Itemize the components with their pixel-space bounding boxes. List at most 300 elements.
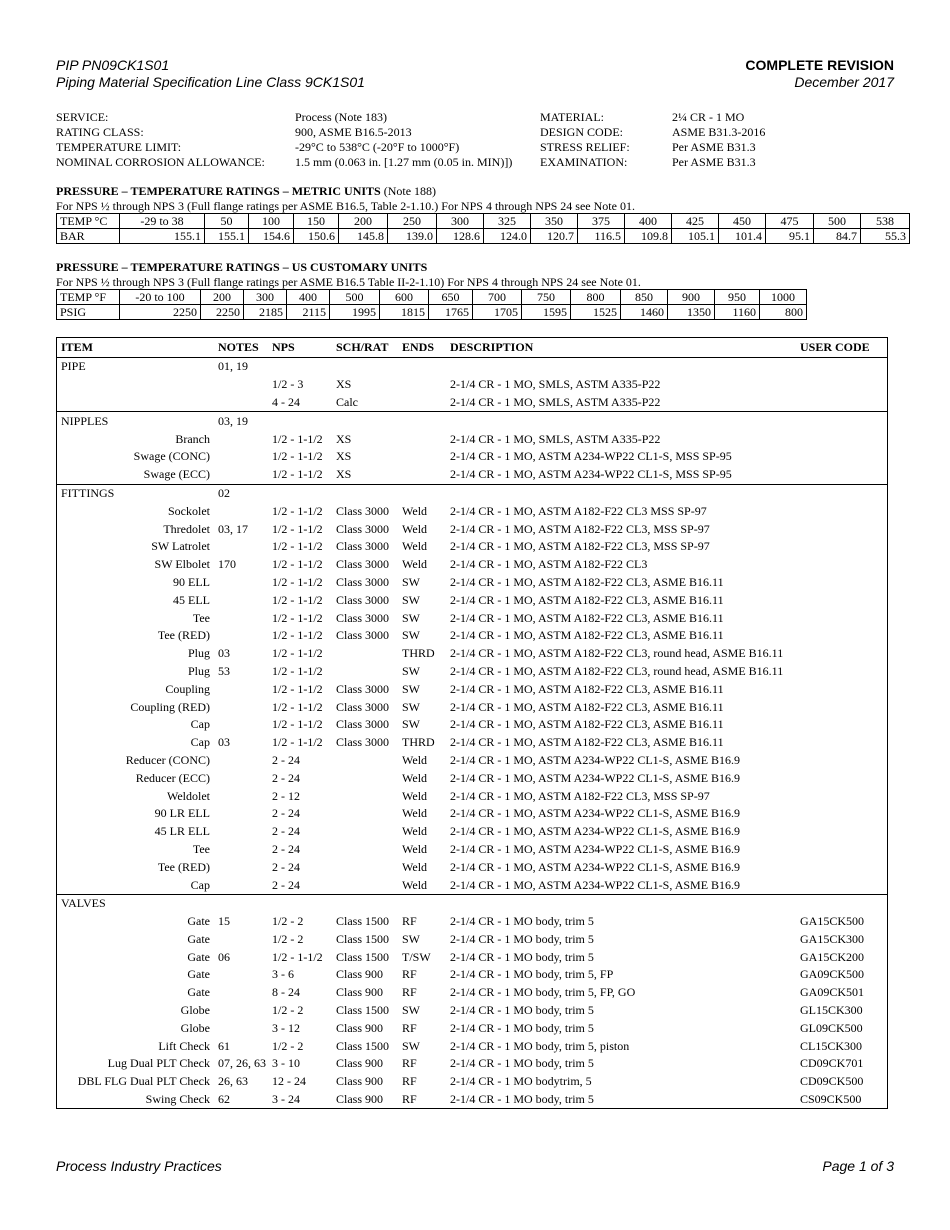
item-user-code xyxy=(800,591,887,609)
table-row xyxy=(57,805,887,823)
item-notes xyxy=(214,1019,272,1037)
item-name: Gate xyxy=(187,967,210,982)
col-header-user-code: USER CODE xyxy=(800,338,887,358)
item-sch-rating: XS xyxy=(336,467,352,482)
item-description: 2-1/4 CR - 1 MO, ASTM A234-WP22 CL1-S, MSS SP-95 xyxy=(450,449,732,464)
info-label: SERVICE: xyxy=(56,110,109,124)
item-ends xyxy=(402,376,450,394)
item-nps: 3 - 6 xyxy=(272,967,294,982)
col-header-ends: ENDS xyxy=(402,338,450,358)
table-row xyxy=(57,1019,887,1037)
item-sch-rating: Class 3000 xyxy=(336,574,390,589)
item-ends: Weld xyxy=(402,521,428,536)
revision-date: December 2017 xyxy=(794,74,894,90)
pressure-cell: 1995 xyxy=(330,305,380,320)
temperature-cell: 750 xyxy=(522,290,571,305)
table-row xyxy=(57,876,887,894)
item-user-code xyxy=(800,876,887,894)
metric-bar-row xyxy=(57,229,910,244)
empty-cell xyxy=(800,412,887,430)
item-user-code xyxy=(800,556,887,574)
item-name: Plug xyxy=(187,646,210,661)
item-notes xyxy=(214,430,272,448)
item-ends xyxy=(402,394,450,412)
item-name: Cap xyxy=(190,717,210,732)
item-sch-rating: XS xyxy=(336,377,352,392)
item-description: 2-1/4 CR - 1 MO, ASTM A234-WP22 CL1-S, ASME B16.9 xyxy=(450,877,741,892)
material-table-header xyxy=(57,338,887,358)
item-nps: 2 - 24 xyxy=(272,824,300,839)
temperature-cell: 100 xyxy=(249,214,294,229)
info-value: 1.5 mm (0.063 in. [1.27 mm (0.05 in. MIN)]) xyxy=(295,155,513,169)
item-ends: RF xyxy=(402,1074,417,1089)
item-name xyxy=(57,394,214,412)
pressure-cell: 1160 xyxy=(715,305,760,320)
item-name: Coupling xyxy=(165,681,210,696)
item-description: 2-1/4 CR - 1 MO body, trim 5, FP, GO xyxy=(450,985,636,1000)
item-user-code: GA15CK500 xyxy=(800,914,865,929)
item-sch-rating xyxy=(336,823,402,841)
item-nps: 2 - 24 xyxy=(272,806,300,821)
item-ends: SW xyxy=(402,699,420,714)
pressure-cell: 1705 xyxy=(473,305,522,320)
pressure-cell: 2115 xyxy=(287,305,330,320)
item-user-code xyxy=(800,538,887,556)
pressure-cell: 150.6 xyxy=(294,229,339,244)
item-description: 2-1/4 CR - 1 MO body, trim 5 xyxy=(450,914,594,929)
pressure-cell: 2250 xyxy=(201,305,244,320)
item-nps: 1/2 - 2 xyxy=(272,914,304,929)
item-sch-rating: Class 900 xyxy=(336,985,384,1000)
table-row xyxy=(57,520,887,538)
item-nps: 2 - 24 xyxy=(272,770,300,785)
temperature-cell: 200 xyxy=(201,290,244,305)
item-user-code xyxy=(800,734,887,752)
empty-cell xyxy=(272,484,336,502)
item-name: Tee (RED) xyxy=(157,628,210,643)
item-sch-rating: Calc xyxy=(336,394,358,409)
table-row xyxy=(57,1002,887,1020)
item-name: 90 LR ELL xyxy=(154,806,210,821)
item-notes xyxy=(214,984,272,1002)
item-ends: THRD xyxy=(402,646,435,661)
info-label: DESIGN CODE: xyxy=(540,125,623,139)
item-sch-rating xyxy=(336,752,402,770)
item-description: 2-1/4 CR - 1 MO body, trim 5, FP xyxy=(450,967,614,982)
item-notes: 07, 26, 63 xyxy=(218,1056,266,1071)
table-row xyxy=(57,609,887,627)
pressure-cell: 105.1 xyxy=(672,229,719,244)
info-value: Per ASME B31.3 xyxy=(672,155,756,169)
item-ends: SW xyxy=(402,1003,420,1018)
table-row xyxy=(57,591,887,609)
item-nps: 1/2 - 3 xyxy=(272,377,304,392)
pressure-cell: 55.3 xyxy=(861,229,910,244)
item-user-code: CL15CK300 xyxy=(800,1038,863,1053)
item-name: Gate xyxy=(187,985,210,1000)
item-description: 2-1/4 CR - 1 MO body, trim 5 xyxy=(450,1020,594,1035)
item-user-code xyxy=(800,376,887,394)
empty-cell xyxy=(800,894,887,912)
item-nps: 1/2 - 1-1/2 xyxy=(272,717,323,732)
table-row xyxy=(57,502,887,520)
table-row xyxy=(57,698,887,716)
item-sch-rating: Class 900 xyxy=(336,1056,384,1071)
item-notes xyxy=(214,376,272,394)
empty-cell xyxy=(336,412,402,430)
item-ends: RF xyxy=(402,985,417,1000)
info-left-values xyxy=(295,110,512,170)
table-row xyxy=(57,984,887,1002)
us-ratings-table xyxy=(56,289,807,320)
item-sch-rating xyxy=(336,876,402,894)
item-ends: Weld xyxy=(402,859,428,874)
item-sch-rating: Class 3000 xyxy=(336,628,390,643)
temperature-cell: 300 xyxy=(244,290,287,305)
section-row xyxy=(57,412,887,430)
us-temp-label: TEMP °F xyxy=(57,290,120,305)
item-user-code xyxy=(800,466,887,484)
item-ends: RF xyxy=(402,1056,417,1071)
document-header-right xyxy=(745,57,894,91)
table-row xyxy=(57,787,887,805)
section-notes xyxy=(214,894,272,912)
item-user-code xyxy=(800,787,887,805)
item-nps: 1/2 - 1-1/2 xyxy=(272,574,323,589)
item-user-code xyxy=(800,502,887,520)
metric-ratings-title: PRESSURE – TEMPERATURE RATINGS – METRIC UNITS (Note 188) xyxy=(56,184,437,198)
temperature-cell: 1000 xyxy=(760,290,807,305)
col-header-item: ITEM xyxy=(57,338,214,358)
item-nps: 1/2 - 1-1/2 xyxy=(272,949,323,964)
item-user-code xyxy=(800,698,887,716)
item-name xyxy=(57,376,214,394)
item-name: Sockolet xyxy=(168,503,210,518)
table-row xyxy=(57,466,887,484)
item-notes: 53 xyxy=(218,663,230,678)
item-ends: RF xyxy=(402,1020,417,1035)
item-name: 45 ELL xyxy=(173,592,210,607)
empty-cell xyxy=(272,412,336,430)
item-sch-rating xyxy=(336,841,402,859)
item-user-code xyxy=(800,609,887,627)
item-notes: 62 xyxy=(218,1092,230,1107)
pressure-cell: 145.8 xyxy=(339,229,388,244)
item-name: Cap xyxy=(190,735,210,750)
section-name: PIPE xyxy=(57,358,214,376)
item-user-code xyxy=(800,394,887,412)
item-nps: 1/2 - 1-1/2 xyxy=(272,681,323,696)
temperature-cell: 475 xyxy=(766,214,814,229)
info-right-values xyxy=(672,110,765,170)
item-nps: 1/2 - 2 xyxy=(272,1003,304,1018)
item-notes xyxy=(214,823,272,841)
empty-cell xyxy=(800,484,887,502)
pressure-cell: 155.1 xyxy=(120,229,205,244)
section-name: FITTINGS xyxy=(57,484,214,502)
item-notes xyxy=(214,858,272,876)
item-sch-rating xyxy=(336,769,402,787)
empty-cell xyxy=(402,894,450,912)
item-ends: SW xyxy=(402,681,420,696)
item-description: 2-1/4 CR - 1 MO, ASTM A182-F22 CL3, ASME B16.11 xyxy=(450,699,724,714)
empty-cell xyxy=(272,358,336,376)
pressure-cell: 1765 xyxy=(429,305,473,320)
section-notes: 01, 19 xyxy=(214,358,272,376)
material-table xyxy=(57,338,887,1108)
item-user-code xyxy=(800,752,887,770)
item-nps: 2 - 12 xyxy=(272,788,300,803)
footer-publisher: Process Industry Practices xyxy=(56,1158,222,1174)
item-ends: Weld xyxy=(402,806,428,821)
item-ends: SW xyxy=(402,610,420,625)
info-label: EXAMINATION: xyxy=(540,155,628,169)
empty-cell xyxy=(336,894,402,912)
table-row xyxy=(57,663,887,681)
temperature-cell: 650 xyxy=(429,290,473,305)
empty-cell xyxy=(272,894,336,912)
item-notes xyxy=(214,680,272,698)
table-row xyxy=(57,734,887,752)
info-value: -29°C to 538°C (-20°F to 1000°F) xyxy=(295,140,460,154)
table-row xyxy=(57,1091,887,1109)
item-nps: 1/2 - 1-1/2 xyxy=(272,539,323,554)
item-nps: 2 - 24 xyxy=(272,877,300,892)
table-row xyxy=(57,556,887,574)
item-user-code xyxy=(800,645,887,663)
item-notes xyxy=(214,698,272,716)
table-row xyxy=(57,858,887,876)
item-nps: 1/2 - 1-1/2 xyxy=(272,521,323,536)
empty-cell xyxy=(336,358,402,376)
item-ends: SW xyxy=(402,663,420,678)
table-row xyxy=(57,574,887,592)
table-row xyxy=(57,376,887,394)
item-user-code xyxy=(800,841,887,859)
temperature-cell: -20 to 100 xyxy=(120,290,201,305)
item-description: 2-1/4 CR - 1 MO, SMLS, ASTM A335-P22 xyxy=(450,377,661,392)
item-sch-rating: Class 3000 xyxy=(336,592,390,607)
item-user-code xyxy=(800,430,887,448)
item-user-code xyxy=(800,574,887,592)
temperature-cell: 500 xyxy=(330,290,380,305)
col-header-notes: NOTES xyxy=(214,338,272,358)
item-nps: 1/2 - 1-1/2 xyxy=(272,663,323,678)
item-notes xyxy=(214,841,272,859)
item-ends: SW xyxy=(402,628,420,643)
item-notes xyxy=(214,966,272,984)
item-name: Thredolet xyxy=(163,521,210,536)
item-name: Weldolet xyxy=(166,788,210,803)
material-table-box xyxy=(56,337,888,1109)
item-ends xyxy=(402,466,450,484)
item-nps: 1/2 - 1-1/2 xyxy=(272,467,323,482)
item-nps: 12 - 24 xyxy=(272,1074,306,1089)
empty-cell xyxy=(450,484,708,502)
pressure-cell: 2250 xyxy=(120,305,201,320)
footer-page-number: Page 1 of 3 xyxy=(822,1158,894,1174)
pressure-cell: 2185 xyxy=(244,305,287,320)
item-notes xyxy=(214,627,272,645)
temperature-cell: 400 xyxy=(287,290,330,305)
item-user-code xyxy=(800,805,887,823)
item-user-code: CD09CK701 xyxy=(800,1056,864,1071)
metric-temp-row xyxy=(57,214,910,229)
item-name: Gate xyxy=(187,931,210,946)
section-row xyxy=(57,358,887,376)
item-notes xyxy=(214,769,272,787)
item-ends: Weld xyxy=(402,788,428,803)
section-row xyxy=(57,484,887,502)
item-notes xyxy=(214,466,272,484)
item-name: SW Elbolet xyxy=(154,557,210,572)
item-description: 2-1/4 CR - 1 MO, ASTM A182-F22 CL3, round head, ASME B16.11 xyxy=(450,646,784,661)
item-sch-rating xyxy=(336,805,402,823)
pressure-cell: 84.7 xyxy=(814,229,861,244)
table-row xyxy=(57,538,887,556)
item-sch-rating: Class 900 xyxy=(336,1092,384,1107)
item-sch-rating: Class 900 xyxy=(336,1020,384,1035)
pressure-cell: 116.5 xyxy=(578,229,625,244)
empty-cell xyxy=(450,894,708,912)
item-notes xyxy=(214,609,272,627)
item-description: 2-1/4 CR - 1 MO body, trim 5, piston xyxy=(450,1038,630,1053)
empty-cell xyxy=(402,358,450,376)
pressure-cell: 154.6 xyxy=(249,229,294,244)
item-notes xyxy=(214,394,272,412)
temperature-cell: 350 xyxy=(531,214,578,229)
temperature-cell: 150 xyxy=(294,214,339,229)
item-nps: 3 - 24 xyxy=(272,1092,300,1107)
section-name: VALVES xyxy=(57,894,214,912)
item-nps: 1/2 - 1-1/2 xyxy=(272,699,323,714)
pressure-cell: 128.6 xyxy=(437,229,484,244)
section-row xyxy=(57,894,887,912)
info-right-labels xyxy=(540,110,630,170)
item-sch-rating: Class 900 xyxy=(336,1074,384,1089)
temperature-cell: 450 xyxy=(719,214,766,229)
item-user-code xyxy=(800,663,887,681)
item-notes xyxy=(214,752,272,770)
doc-number: PIP PN09CK1S01 xyxy=(56,57,170,73)
info-value: Per ASME B31.3 xyxy=(672,140,756,154)
item-user-code xyxy=(800,680,887,698)
item-ends xyxy=(402,430,450,448)
item-name: Globe xyxy=(180,1020,210,1035)
temperature-cell: 425 xyxy=(672,214,719,229)
pressure-cell: 120.7 xyxy=(531,229,578,244)
info-label: TEMPERATURE LIMIT: xyxy=(56,140,182,154)
item-user-code: GA09CK501 xyxy=(800,985,865,1000)
item-ends: Weld xyxy=(402,824,428,839)
empty-cell xyxy=(800,358,887,376)
item-notes xyxy=(214,448,272,466)
item-sch-rating: Class 1500 xyxy=(336,931,390,946)
item-ends: RF xyxy=(402,914,417,929)
item-notes: 26, 63 xyxy=(218,1074,248,1089)
item-ends: Weld xyxy=(402,557,428,572)
item-ends: SW xyxy=(402,592,420,607)
item-description: 2-1/4 CR - 1 MO body, trim 5 xyxy=(450,931,594,946)
item-nps: 3 - 10 xyxy=(272,1056,300,1071)
doc-title: Piping Material Specification Line Class 9CK1S01 xyxy=(56,74,365,90)
item-user-code: GA15CK200 xyxy=(800,949,865,964)
item-name: Tee xyxy=(192,841,210,856)
item-sch-rating: Class 1500 xyxy=(336,1038,390,1053)
item-description: 2-1/4 CR - 1 MO, ASTM A182-F22 CL3, ASME B16.11 xyxy=(450,574,724,589)
item-nps: 1/2 - 1-1/2 xyxy=(272,557,323,572)
empty-cell xyxy=(708,484,800,502)
item-sch-rating: XS xyxy=(336,449,352,464)
item-sch-rating xyxy=(336,858,402,876)
empty-cell xyxy=(708,358,800,376)
item-sch-rating: Class 3000 xyxy=(336,521,390,536)
pressure-cell: 1525 xyxy=(571,305,621,320)
item-description: 2-1/4 CR - 1 MO, ASTM A182-F22 CL3, ASME B16.11 xyxy=(450,592,724,607)
empty-cell xyxy=(402,412,450,430)
col-header-sch: SCH/RAT xyxy=(336,338,402,358)
pressure-cell: 101.4 xyxy=(719,229,766,244)
item-description: 2-1/4 CR - 1 MO, ASTM A182-F22 CL3, ASME B16.11 xyxy=(450,681,724,696)
pressure-cell: 139.0 xyxy=(388,229,437,244)
item-notes: 170 xyxy=(218,557,236,572)
item-sch-rating xyxy=(336,645,402,663)
item-sch-rating: Class 3000 xyxy=(336,681,390,696)
table-row xyxy=(57,645,887,663)
temperature-cell: 800 xyxy=(571,290,621,305)
item-user-code: GA15CK300 xyxy=(800,931,865,946)
metric-ratings-section xyxy=(56,184,910,244)
temperature-cell: 50 xyxy=(205,214,249,229)
pressure-cell: 1460 xyxy=(621,305,668,320)
empty-cell xyxy=(336,484,402,502)
item-nps: 1/2 - 1-1/2 xyxy=(272,449,323,464)
item-nps: 2 - 24 xyxy=(272,859,300,874)
info-value: 900, ASME B16.5-2013 xyxy=(295,125,412,139)
item-nps: 1/2 - 2 xyxy=(272,1038,304,1053)
table-row xyxy=(57,1037,887,1055)
temperature-cell: 400 xyxy=(625,214,672,229)
item-sch-rating: Class 3000 xyxy=(336,557,390,572)
info-label: STRESS RELIEF: xyxy=(540,140,630,154)
item-nps: 2 - 24 xyxy=(272,841,300,856)
item-description: 2-1/4 CR - 1 MO, ASTM A234-WP22 CL1-S, ASME B16.9 xyxy=(450,806,741,821)
us-temp-row xyxy=(57,290,807,305)
item-description: 2-1/4 CR - 1 MO body, trim 5 xyxy=(450,1092,594,1107)
temperature-cell: 300 xyxy=(437,214,484,229)
item-name: Coupling (RED) xyxy=(130,699,210,714)
metric-ratings-subtitle: For NPS ½ through NPS 3 (Full flange ratings per ASME B16.5, Table 2-1.10.) For NPS 4 through NPS 24 see Note 01. xyxy=(56,199,635,213)
item-user-code xyxy=(800,627,887,645)
item-description: 2-1/4 CR - 1 MO, ASTM A182-F22 CL3 MSS SP-97 xyxy=(450,503,707,518)
pressure-cell: 1595 xyxy=(522,305,571,320)
item-notes xyxy=(214,787,272,805)
item-notes xyxy=(214,716,272,734)
item-description: 2-1/4 CR - 1 MO, ASTM A234-WP22 CL1-S, ASME B16.9 xyxy=(450,841,741,856)
temperature-cell: 700 xyxy=(473,290,522,305)
item-ends: SW xyxy=(402,717,420,732)
item-user-code xyxy=(800,716,887,734)
metric-title-note: (Note 188) xyxy=(383,184,437,198)
item-nps: 1/2 - 1-1/2 xyxy=(272,431,323,446)
us-psig-row xyxy=(57,305,807,320)
item-user-code xyxy=(800,823,887,841)
item-ends: SW xyxy=(402,1038,420,1053)
temperature-cell: 375 xyxy=(578,214,625,229)
col-header-nps: NPS xyxy=(272,338,336,358)
info-left-labels xyxy=(56,110,265,170)
table-row xyxy=(57,823,887,841)
